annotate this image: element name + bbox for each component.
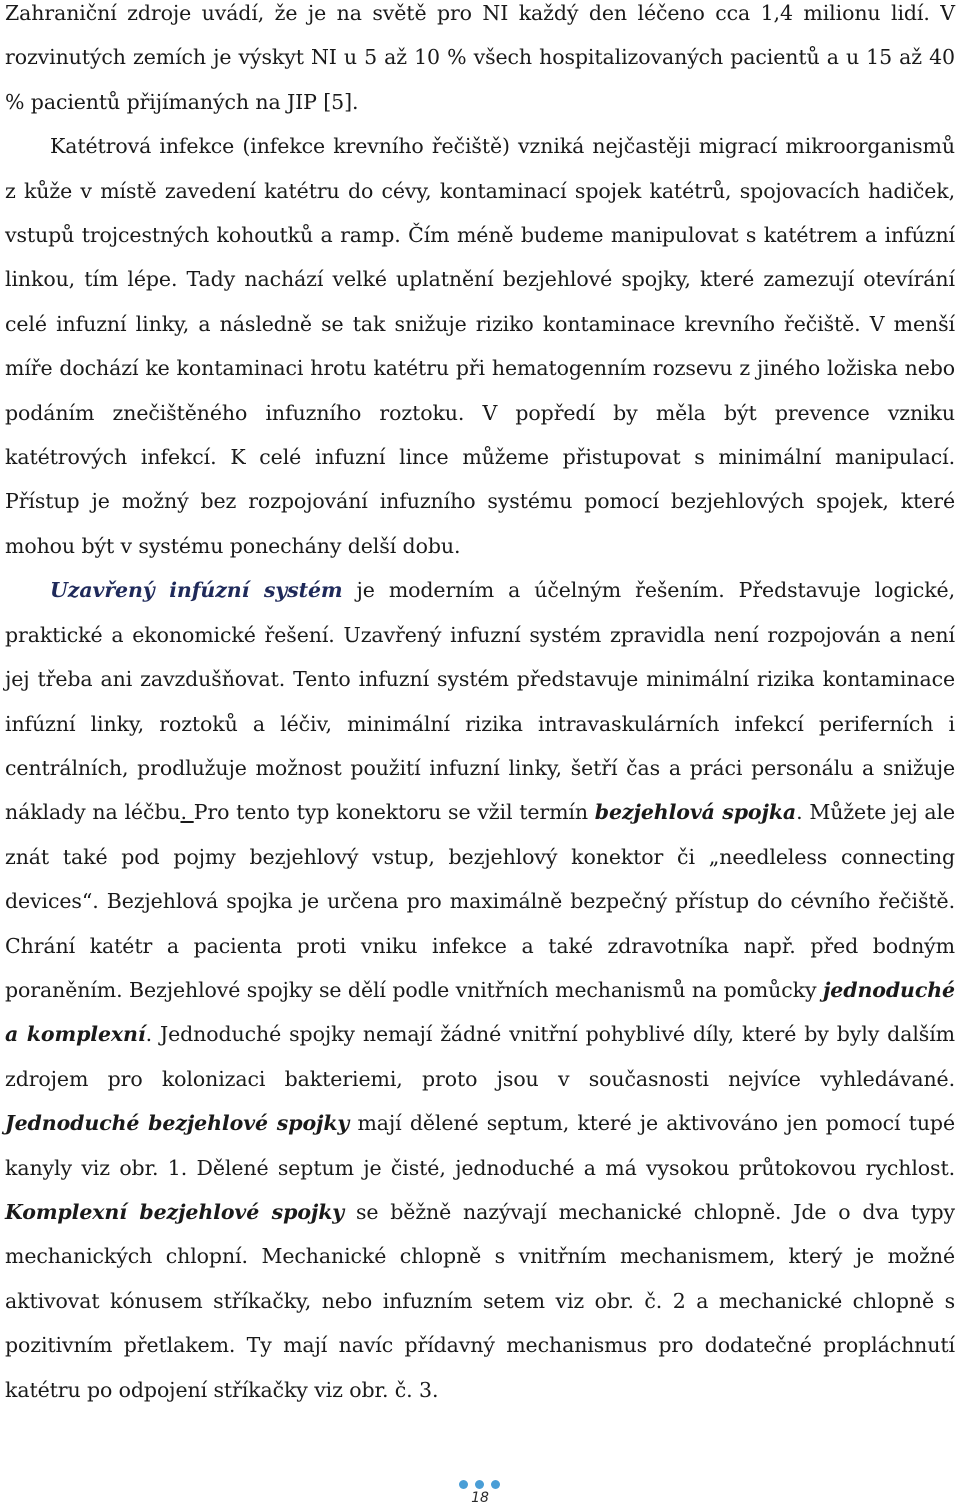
paragraph-2-text: Katétrová infekce (infekce krevního řečiště) vzniká nejčastěji migrací mikroorganismů z kůže v místě zavedení katétru do cévy, kontaminací spojek katétrů, spojovacích hadiček, vstupů trojcestných kohoutků a ramp. Čím méně budeme manipulovat s katétrem a infúzní linkou, tím lépe. Tady nachází velké uplatnění bezjehlové spojky, které zamezují otevírání celé infuzní linky, a následně se tak snižuje riziko kontaminace krevního řečiště. V menší míře dochází ke kontaminaci hrotu katétru při hematogenním rozsevu z jiného ložiska nebo podáním znečištěného infuzního roztoku. V popředí by měla být prevence vzniku katétrových infekcí. K celé infuzní lince můžeme přistupovat s minimální manipulací. Přístup je možný bez rozpojování infuzního systému pomocí bezjehlových spojek, které mohou být v systému ponechány delší dobu. xyxy=(5,134,955,558)
paragraph-1 xyxy=(5,0,955,124)
paragraph-3-part-5: mají dělené septum, které je aktivováno jen pomocí tupé kanyly viz obr. 1. Dělené septum je čisté, jednoduché a má vysokou průtokovou rychlost. xyxy=(5,1111,955,1180)
footer-dots-ornament xyxy=(459,1480,503,1490)
body-text xyxy=(5,0,955,1412)
term-simple-and-complex: jednoduché a komplexní xyxy=(5,977,955,1047)
paragraph-3-part-1: je moderním a účelným řešením. Představuje logické, praktické a ekonomické řešení. Uzavřený infuzní systém zpravidla není rozpojován a není jej třeba ani zavzdušňovat. Tento infuzní systém představuje minimální rizika kontaminace infúzní linky, roztoků a léčiv, minimální rizika intravaskulárních infekcí periferních i centrálních, prodlužuje možnost použití infuzní linky, šetří čas a práci personálu a snižuje náklady na léčbu xyxy=(5,578,955,825)
term-needleless-connector: bezjehlová spojka xyxy=(594,800,797,825)
term-simple-connectors: Jednoduché bezjehlové spojky xyxy=(5,1111,350,1136)
footer-dot xyxy=(491,1480,500,1489)
paragraph-3-part-6: se běžně nazývají mechanické chlopně. Jde o dva typy mechanických chlopní. Mechanické chlopně s vnitřním mechanismem, který je možné aktivovat kónusem stříkačky, nebo infuzním setem viz obr. č. 2 a mechanické chlopně s pozitivním přetlakem. Ty mají navíc přídavný mechanismus pro dodatečné propláchnutí katétru po odpojení stříkačky viz obr. č. 3. xyxy=(5,1199,955,1402)
footer-dot xyxy=(475,1480,484,1489)
page-number: 18 xyxy=(471,1490,489,1506)
footer-dot xyxy=(459,1480,468,1489)
paragraph-3-part-3: . Můžete jej ale znát také pod pojmy bezjehlový vstup, bezjehlový konektor či „needleless connecting devices“. Bezjehlová spojka je určena pro maximálně bezpečný přístup do cévního řečiště. Chrání katétr a pacienta proti vniku infekce a také zdravotníka např. před bodným poraněním. Bezjehlové spojky se dělí podle vnitřních mechanismů na pomůcky xyxy=(5,800,956,1002)
paragraph-3-part-2: Pro tento typ konektoru se vžil termín xyxy=(193,800,595,825)
term-complex-connectors: Komplexní bezjehlové spojky xyxy=(5,1199,345,1224)
paragraph-3 xyxy=(5,568,955,1412)
underlined-mark: . xyxy=(180,800,194,825)
paragraph-2 xyxy=(5,124,955,568)
paragraph-3-part-4: . Jednoduché spojky nemají žádné vnitřní pohyblivé díly, které by byly dalším zdrojem pro kolonizaci bakteriemi, proto jsou v současnosti nejvíce vyhledávané. xyxy=(5,1022,956,1091)
paragraph-1-text: Zahraniční zdroje uvádí, že je na světě pro NI každý den léčeno cca 1,4 milionu lidí. V rozvinutých zemích je výskyt NI u 5 až 10 % všech hospitalizovaných pacientů a u 15 až 40 % pacientů přijímaných na JIP [5]. xyxy=(5,1,955,114)
page-footer xyxy=(0,1476,960,1505)
closed-infusion-system-heading: Uzavřený infúzní systém xyxy=(50,578,343,603)
